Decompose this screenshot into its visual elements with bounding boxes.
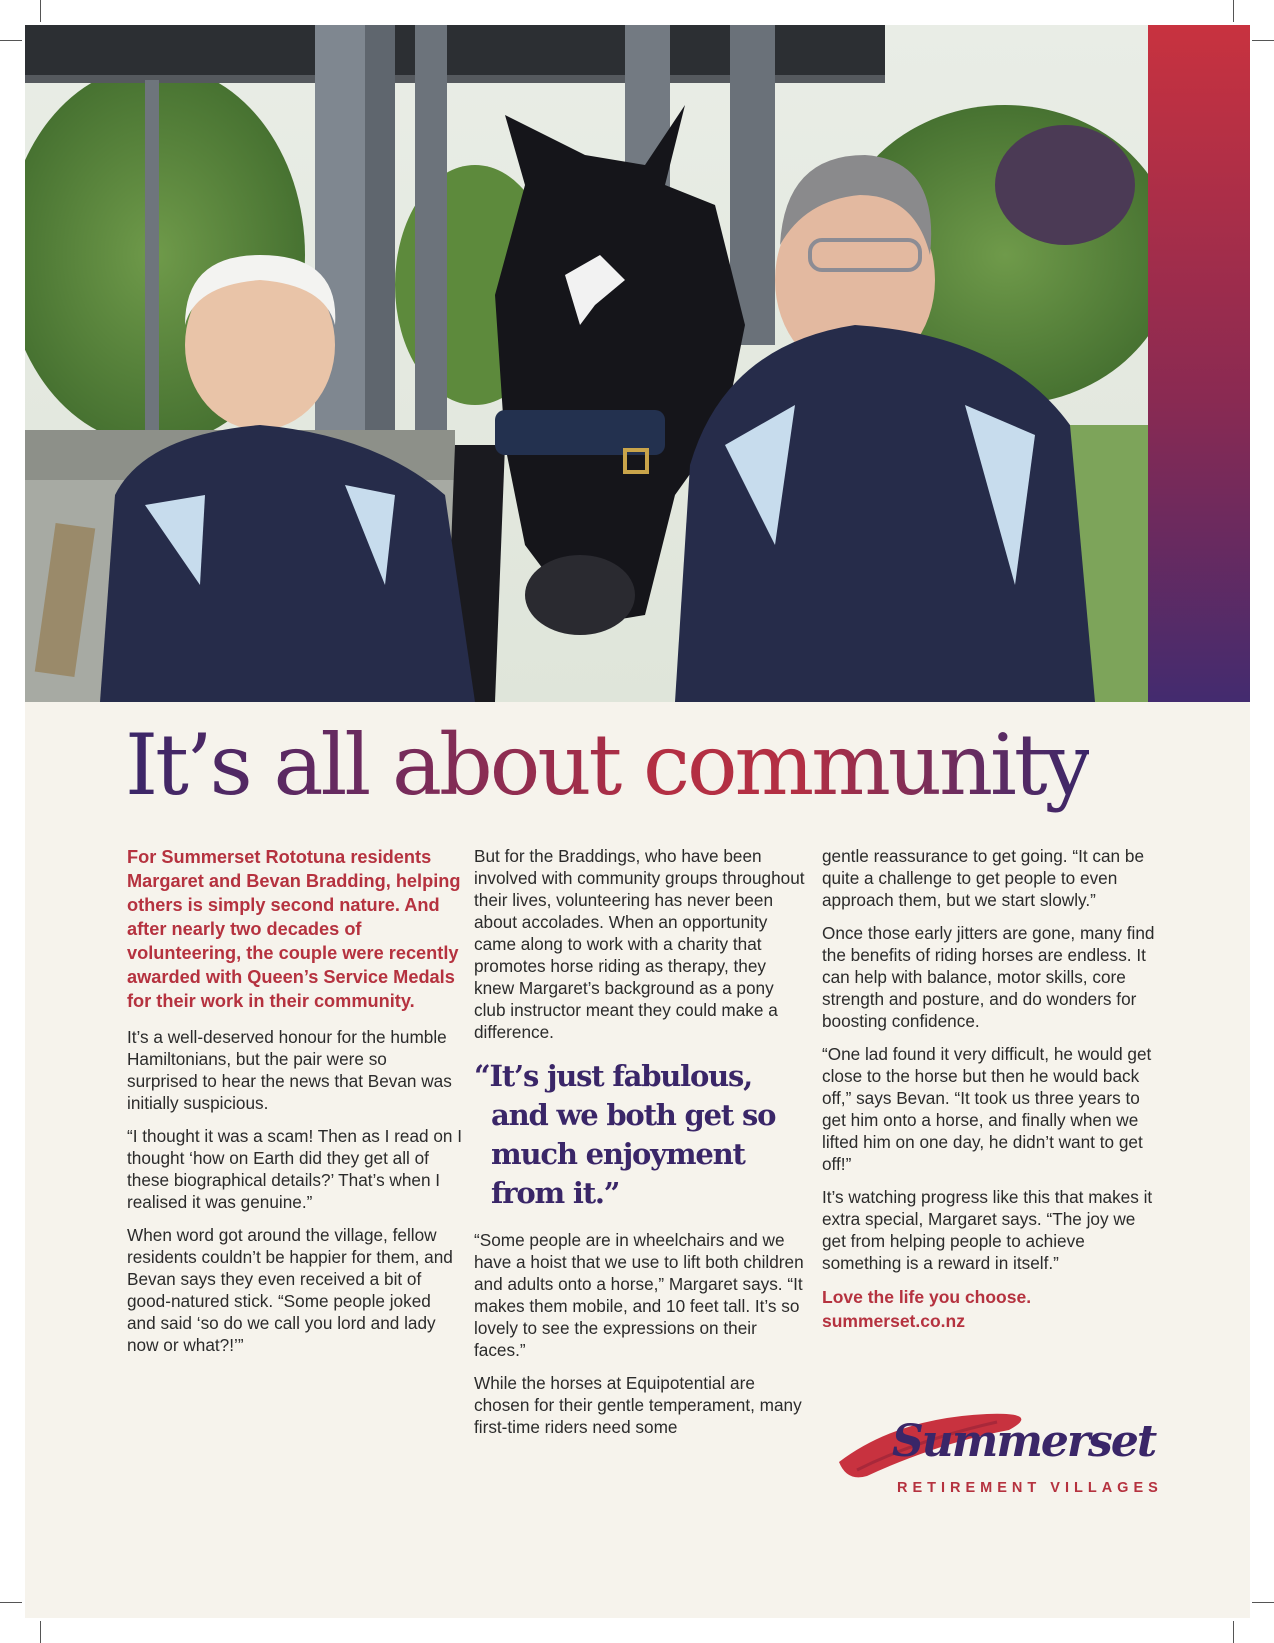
hero-photo: [25, 25, 1148, 702]
tagline: Love the life you choose.: [822, 1287, 1032, 1307]
magazine-page: [25, 25, 1250, 1618]
body-paragraph: But for the Braddings, who have been involved with community groups throughout their lives, volunteering has never been about accolades. When an opportunity came along to work with a charity that promotes horse riding as therapy, they knew Margaret’s background as a pony club instructor meant they could make a difference.: [474, 846, 805, 1042]
crop-mark: [1252, 1602, 1274, 1603]
crop-mark: [1233, 1621, 1234, 1643]
article-column-1: [127, 845, 462, 1367]
logo-wordmark: Summerset: [892, 1416, 1156, 1467]
crop-mark: [40, 0, 41, 22]
body-paragraph: “Some people are in wheelchairs and we have a hoist that we use to lift both children and adults onto a horse,” Margaret says. “It makes them mobile, and 10 feet tall. It’s so lovely to see the expressions on their faces.”: [474, 1230, 804, 1360]
body-paragraph: It’s watching progress like this that makes it extra special, Margaret says. “The joy we get from helping people to achieve something is a reward in itself.”: [822, 1187, 1153, 1273]
body-paragraph: “I thought it was a scam! Then as I read on I thought ‘how on Earth did they get all of these biographical details?’ That’s when I realised it was genuine.”: [127, 1126, 463, 1212]
crop-mark: [40, 1621, 41, 1643]
pull-quote: “It’s just fabulous, and we both get so much enjoyment from it.”: [474, 1059, 776, 1210]
logo-subtitle: RETIREMENT VILLAGES: [897, 1480, 1163, 1496]
crop-mark: [0, 40, 22, 41]
article-headline: It’s all about community: [125, 716, 1090, 814]
crop-mark: [1252, 40, 1274, 41]
article-column-3: [822, 845, 1157, 1333]
crop-mark: [0, 1602, 22, 1603]
summerset-logo: [837, 1410, 1163, 1510]
website-link[interactable]: summerset.co.nz: [822, 1311, 965, 1331]
body-paragraph: When word got around the village, fellow residents couldn’t be happier for them, and Bevan says they even received a bit of good-natured stick. “Some people joked and said ‘so do we call you lord and lady now or what?!’”: [127, 1225, 453, 1355]
body-paragraph: Once those early jitters are gone, many find the benefits of riding horses are endless. It can help with balance, motor skills, core strength and posture, and do wonders for boosting confidence.: [822, 923, 1155, 1031]
crop-mark: [1233, 0, 1234, 22]
body-paragraph: “One lad found it very difficult, he would get close to the horse but then he would back off,” says Bevan. “It took us three years to get him onto a horse, and finally when we lifted him on one day, he didn’t want to get off!”: [822, 1044, 1152, 1174]
body-paragraph: It’s a well-deserved honour for the humble Hamiltonians, but the pair were so surprised to hear the news that Bevan was initially suspicious.: [127, 1027, 452, 1113]
body-paragraph: While the horses at Equipotential are chosen for their gentle temperament, many first-time riders need some: [474, 1373, 802, 1437]
couple-with-horse-image: [25, 25, 1148, 702]
article-column-2: [474, 845, 809, 1449]
lead-paragraph: For Summerset Rototuna residents Margaret and Bevan Bradding, helping others is simply second nature. And after nearly two decades of volunteering, the couple were recently awarded with Queen’s Service Medals for their work in their community.: [127, 847, 461, 1011]
gradient-color-band: [1148, 25, 1250, 702]
body-paragraph: gentle reassurance to get going. “It can be quite a challenge to get people to even approach them, but we start slowly.”: [822, 846, 1144, 910]
